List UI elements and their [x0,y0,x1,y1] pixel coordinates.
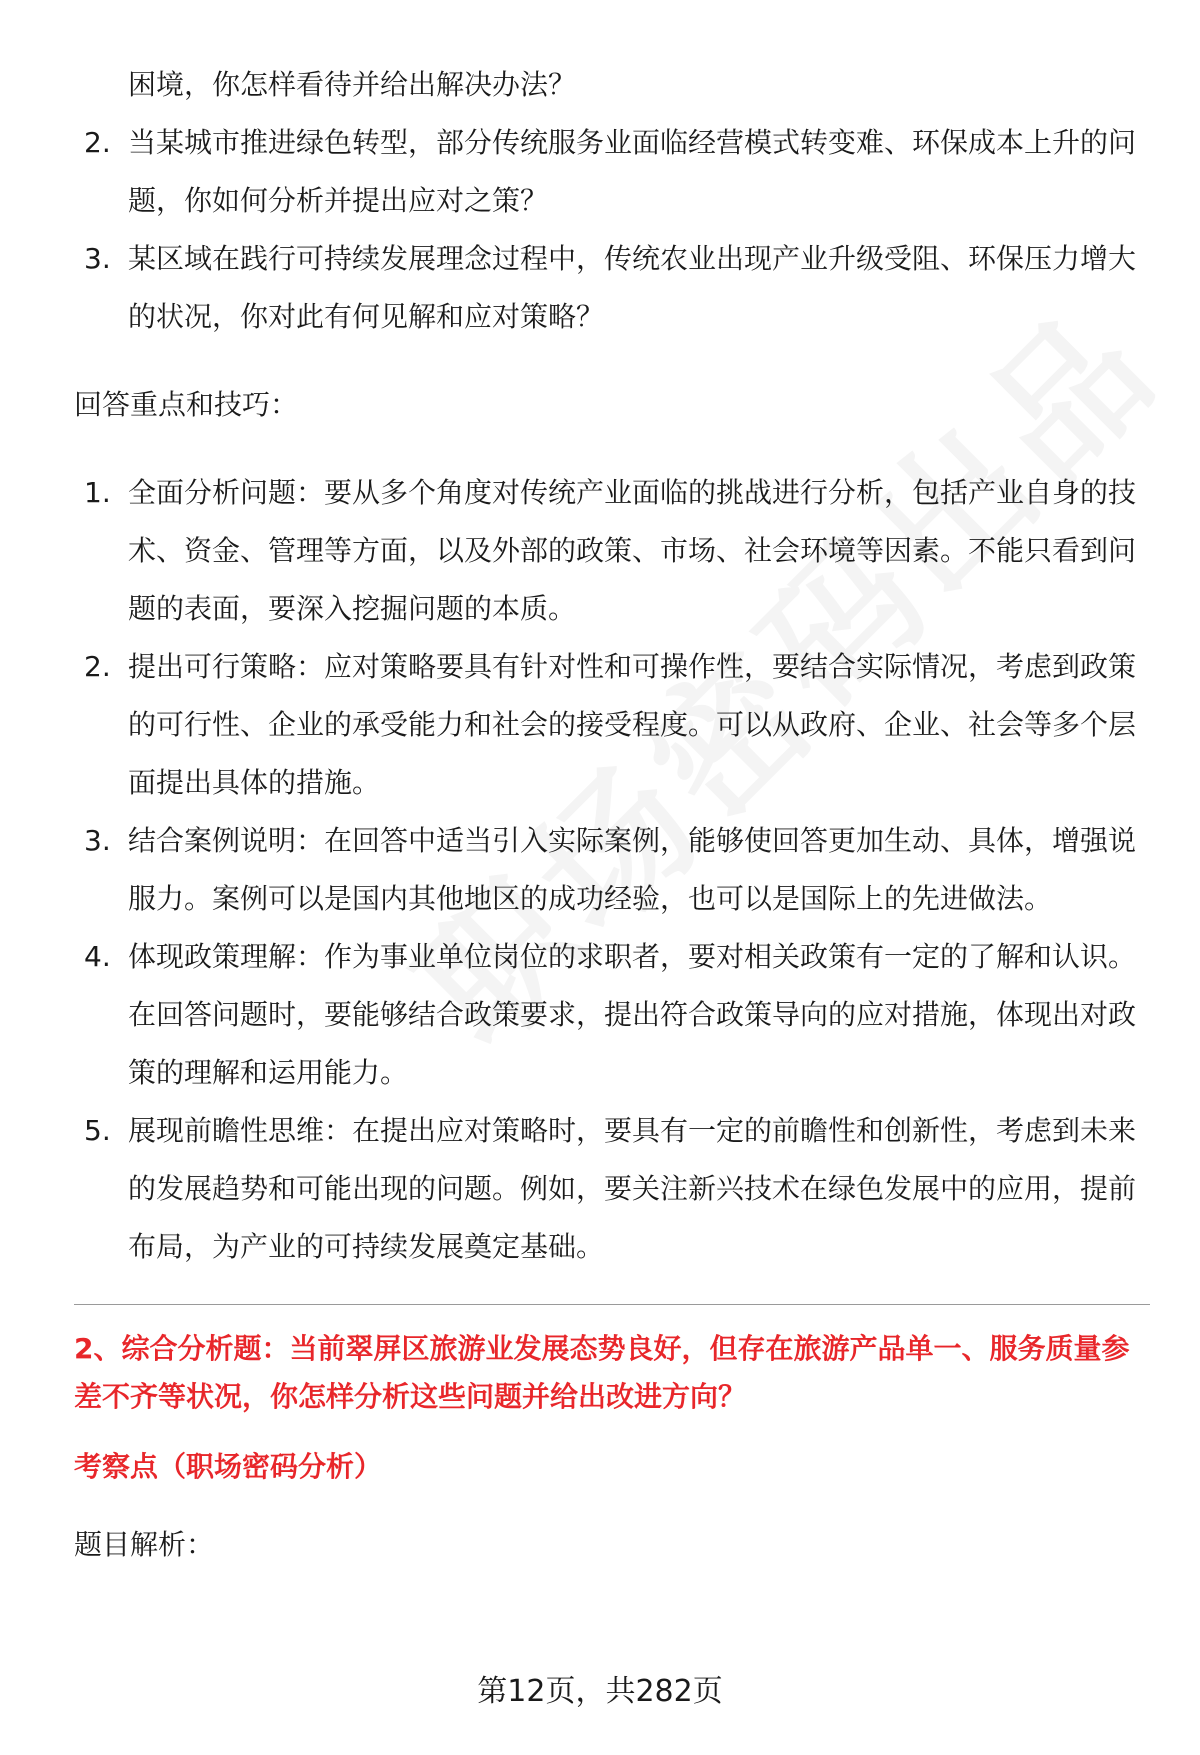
section-divider [74,1304,1150,1305]
examine-point-heading: 考察点（职场密码分析） [74,1450,383,1483]
list-item-text: 展现前瞻性思维：在提出应对策略时，要具有一定的前瞻性和创新性，考虑到未来的发展趋势和可能出现的问题。例如，要关注新兴技术在绿色发展中的应用，提前布局，为产业的可持续发展奠定基础。 [128,1114,1137,1263]
list-item-number: 2. [84,650,111,683]
list-item-number: 1. [84,476,111,509]
list-item-number: 3. [84,824,111,857]
list-item [74,638,1150,812]
tips-heading: 回答重点和技巧： [74,388,299,421]
list-item-number: 2. [84,126,111,159]
list-item-text: 体现政策理解：作为事业单位岗位的求职者，要对相关政策有一定的了解和认识。在回答问题时，要能够结合政策要求，提出符合政策导向的应对措施，体现出对政策的理解和运用能力。 [128,940,1137,1089]
analysis-label: 题目解析： [74,1528,215,1561]
list-item [74,928,1150,1102]
list-item-text: 结合案例说明：在回答中适当引入实际案例，能够使回答更加生动、具体，增强说服力。案例可以是国内其他地区的成功经验，也可以是国际上的先进做法。 [128,824,1137,915]
list-item-text: 全面分析问题：要从多个角度对传统产业面临的挑战进行分析，包括产业自身的技术、资金、管理等方面，以及外部的政策、市场、社会环境等因素。不能只看到问题的表面，要深入挖掘问题的本质。 [128,476,1137,625]
question-continuation: 困境，你怎样看待并给出解决办法？ [128,68,577,101]
list-item-text: 某区域在践行可持续发展理念过程中，传统农业出现产业升级受阻、环保压力增大的状况，你对此有何见解和应对策略？ [128,242,1137,333]
list-item [74,812,1150,928]
list-item [74,114,1150,230]
list-item-number: 5. [84,1114,111,1147]
list-item [74,230,1150,346]
page-content [74,56,1150,1569]
list-item [74,1102,1150,1276]
questions-list [74,56,1150,346]
list-item [74,464,1150,638]
page-number-footer: 第12页，共282页 [477,1674,723,1709]
list-item-text: 当某城市推进绿色转型，部分传统服务业面临经营模式转变难、环保成本上升的问题，你如何分析并提出应对之策？ [128,126,1137,217]
list-item-text: 提出可行策略：应对策略要具有针对性和可操作性，要结合实际情况，考虑到政策的可行性、企业的承受能力和社会的接受程度。可以从政府、企业、社会等多个层面提出具体的措施。 [128,650,1137,799]
list-item-number: 3. [84,242,111,275]
list-item-number: 4. [84,940,111,973]
tips-list [74,464,1150,1276]
question-title: 2、综合分析题：当前翠屏区旅游业发展态势良好，但存在旅游产品单一、服务质量参差不齐等状况，你怎样分析这些问题并给出改进方向？ [74,1332,1130,1413]
